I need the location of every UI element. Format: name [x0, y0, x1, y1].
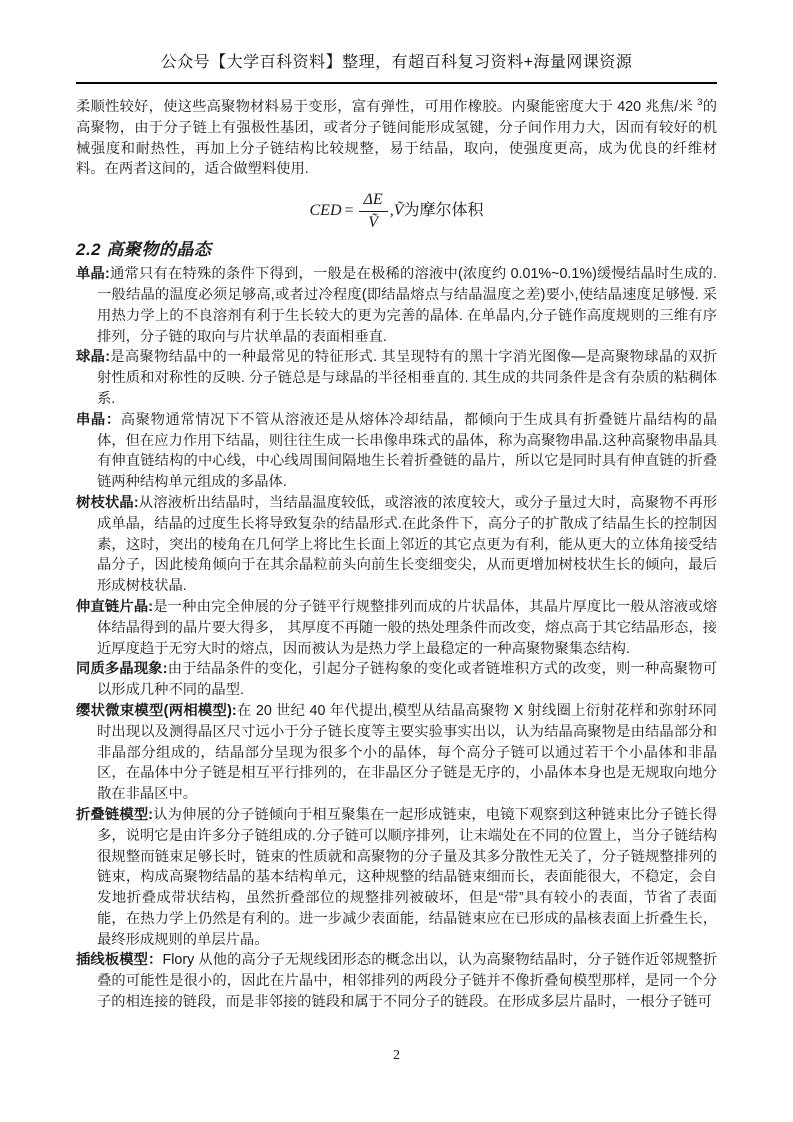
- page-number: 2: [393, 1048, 400, 1063]
- formula-lhs: CED: [309, 202, 342, 220]
- intro-text-before-sup: 柔顺性较好，使这些高聚物材料易于变形，富有弹性，可用作橡胶。内聚能密度大于 420 兆焦/米: [76, 99, 698, 115]
- formula-equals-sign: =: [344, 202, 354, 220]
- section-heading: 2.2 高聚物的晶态: [76, 240, 212, 260]
- definition-text: 通常只有在特殊的条件下得到，一般是在极稀的溶液中(浓度约 0.01%~0.1%)缓慢结晶时生成的. 一般结晶的温度必须足够高,或者过冷程度(即结晶熔点与结晶温度之差)要小,使结晶速度足够慢. 采用热力学上的不良溶剂有利于生长较大的更为完善的晶体. 在单晶内,分子链作高度规则的三维有序排列，分子链的取向与片状单晶的表面相垂直.: [97, 266, 717, 345]
- ced-formula: [76, 190, 717, 233]
- definition-term: 球晶:: [76, 349, 110, 366]
- definition-qiujing: [76, 347, 717, 409]
- formula-fraction: [359, 190, 388, 233]
- formula-tail-variable: ,Ṽ: [389, 202, 404, 220]
- definition-text: 认为伸展的分子链倾向于相互聚集在一起形成链束，电镜下观察到这种链束比分子链长得多，说明它是由许多分子链组成的.分子链可以顺序排列，让末端处在不同的位置上，当分子链结构很规整而链束足够长时，链束的性质就和高聚物的分子量及其多分散性无关了，分子链规整排列的链束，构成高聚物结晶的基本结构单元，这种规整的结晶链束细而长，表面能很大，不稳定，会自发地折叠成带状结构，虽然折叠部位的规整排列被破坏，但是“带”具有较小的表面，节省了表面能，在热力学上仍然是有利的。进一步减少表面能，结晶链束应在已形成的晶核表面上折叠生长，最终形成规则的单层片晶。: [97, 806, 717, 948]
- definition-chaxianban-model: [76, 950, 717, 1012]
- definition-zhedielian-model: [76, 805, 717, 951]
- definition-text: Flory 从他的高分子无规线团形态的概念出以，认为高聚物结晶时，分子链作近邻规整折叠的可能性是很小的，因此在片晶中，相邻排列的两段分子链并不像折叠甸模型那样，是同一个分子的相连接的链段，而是非邻接的链段和属于不同分子的链段。在形成多层片晶时，一根分子链可: [97, 952, 717, 1011]
- definition-text: 在 20 世纪 40 年代提出,模型从结晶高聚物 X 射线圈上衍射花样和弥射环同时出现以及测得晶区尺寸远小于分子链长度等主要实验事实出以，认为结晶高聚物是由结晶部分和非晶部分组成的，结晶部分呈现为很多个小的晶体，每个高分子链可以通过若干个小晶体和非晶区，在晶体中分子链是相互平行排列的，在非晶区分子链是无序的，小晶体本身也是无规取向地分散在非晶区中。: [97, 702, 717, 803]
- definition-text: 是一种由完全伸展的分子链平行规整排列而成的片状晶体，其晶片厚度比一般从溶液或熔体结晶得到的晶片要大得多， 其厚度不再随一般的热处理条件而改变，熔点高于其它结晶形态，接近厚度趋于无穷大时的熔点，因而被认为是热力学上最稳定的一种高聚物聚集态结构.: [97, 598, 717, 657]
- definition-text: 是高聚物结晶中的一种最常见的特征形式. 其呈现特有的黑十字消光图像—是高聚物球晶的双折射性质和对称性的反映. 分子链总是与球晶的半径相垂直的. 其生成的共同条件是含有杂质的粘稠体系.: [97, 349, 717, 407]
- formula-numerator: ΔE: [359, 190, 388, 212]
- formula-tail-text: 为摩尔体积: [403, 202, 484, 220]
- definition-term: 伸直链片晶:: [76, 598, 154, 615]
- intro-paragraph: [76, 97, 717, 180]
- definition-shenzhilian-pianjing: [76, 597, 717, 659]
- definition-term: 树枝状晶:: [76, 494, 139, 511]
- page-header: 公众号【大学百科资料】整理，有超百科复习资料+海量网课资源: [160, 54, 633, 71]
- definition-text: 高聚物通常情况下不管从溶液还是从熔体冷却结晶，都倾向于生成具有折叠链片晶结构的晶体，但在应力作用下结晶，则往往生成一长串像串珠式的晶体，称为高聚物串晶.这种高聚物串晶具有伸直链结构的中心线，中心线周围间隔地生长着折叠链的晶片，所以它是同时具有伸直链的折叠链两种结构单元组成的多晶体.: [97, 411, 717, 491]
- definition-tongzhiduojing: [76, 659, 717, 701]
- definition-text: 由于结晶条件的变化，引起分子链构象的变化或者链堆积方式的改变，则一种高聚物可以形成几种不同的晶型.: [97, 661, 718, 699]
- formula-denominator: Ṽ: [368, 214, 378, 232]
- definition-term: 串晶：: [76, 411, 121, 428]
- definition-danjing: [76, 264, 717, 347]
- definition-yingzhuangweishu-model: [76, 701, 717, 805]
- definition-term: 单晶:: [76, 266, 110, 283]
- definition-term: 插线板模型：: [76, 952, 163, 969]
- definition-term: 缨状微束模型(两相模型):: [76, 702, 237, 719]
- definition-term: 同质多晶现象:: [76, 661, 168, 678]
- intro-text-after-sup: 的高聚物，由于分子链上有强极性基团，或者分子链间能形成氢键，分子间作用力大，因而有较好的机械强度和耐热性，再加上分子链结构比较规整，易于结晶，取向，使强度更高，成为优良的纤维材料。在两者这间的，适合做塑料使用.: [76, 99, 717, 178]
- definition-text: 从溶液析出结晶时，当结晶温度较低，或溶液的浓度较大，或分子量过大时，高聚物不再形成单晶，结晶的过度生长将导致复杂的结晶形式.在此条件下，高分子的扩散成了结晶生长的控制因素，这时，突出的棱角在几何学上将比生长面上邻近的其它点更为有利，能从更大的立体角接受结晶分子，因此棱角倾向于在其余晶粒前头向前生长变细变尖，从而更增加树枝状生长的倾向，最后形成树枝状晶.: [97, 494, 717, 595]
- definitions-list: [76, 264, 717, 1013]
- header-divider: [76, 82, 717, 84]
- definition-chuanjing: [76, 410, 717, 493]
- definition-shuzhizhuangjing: [76, 493, 717, 597]
- definition-term: 折叠链模型:: [76, 806, 154, 823]
- superscript-3: 3: [697, 97, 703, 109]
